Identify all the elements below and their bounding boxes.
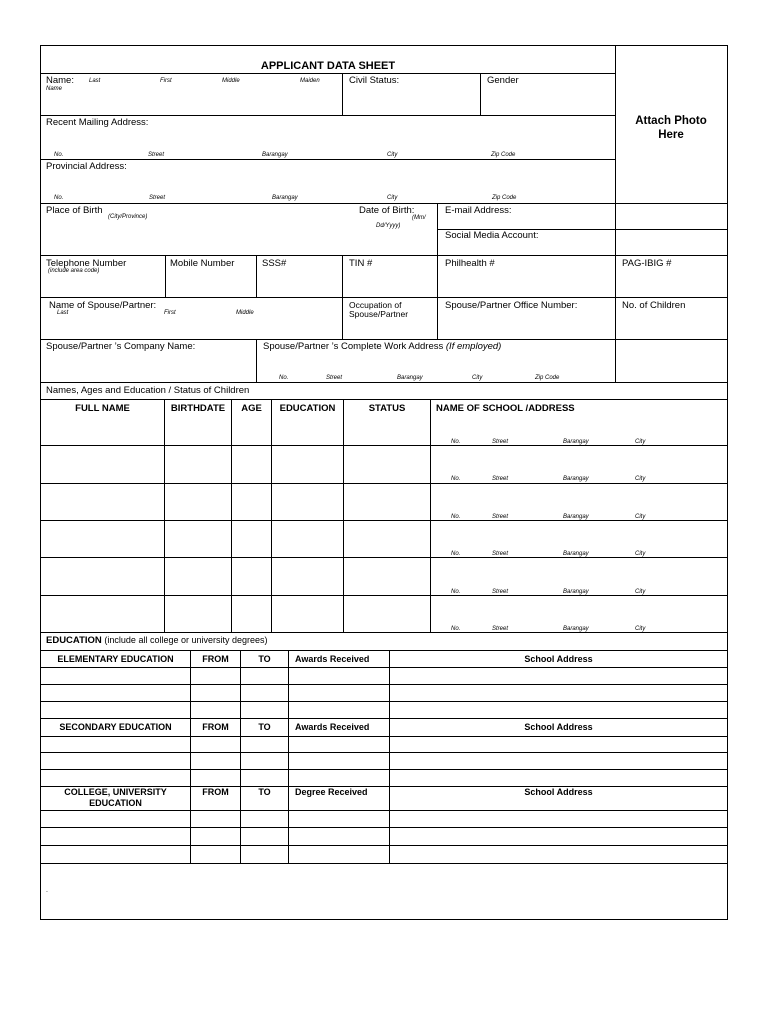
work-no-hint: No. <box>279 375 289 381</box>
col-age: AGE <box>241 403 262 414</box>
child-address-street-hint: Street <box>492 589 509 595</box>
provincial-address-field[interactable] <box>41 174 614 194</box>
child-full-name-cell[interactable] <box>41 484 164 519</box>
edu-level-cell[interactable] <box>41 846 190 863</box>
spouse-first-hint: First <box>164 310 176 316</box>
edu-award-cell[interactable] <box>289 685 389 701</box>
child-education-cell[interactable] <box>272 415 343 444</box>
edu-from-cell[interactable] <box>191 737 240 752</box>
child-full-name-cell[interactable] <box>41 415 164 444</box>
dob-format-hint-1: (Mm/ <box>412 215 426 221</box>
child-full-name-cell[interactable] <box>41 521 164 556</box>
edu-level-cell[interactable] <box>41 737 190 752</box>
child-address-no-hint: No. <box>451 589 461 595</box>
mailing-address-label: Recent Mailing Address: <box>46 117 149 128</box>
edu-to-cell[interactable] <box>241 753 288 769</box>
edu-award-cell[interactable] <box>289 702 389 718</box>
occupation-label-2: Spouse/Partner <box>349 309 409 319</box>
edu-from-cell[interactable] <box>191 753 240 769</box>
mailing-barangay-hint: Barangay <box>262 152 288 158</box>
spouse-company-label: Spouse/Partner ’s Company Name: <box>46 341 196 352</box>
mailing-zip-hint: Zip Code <box>491 152 516 158</box>
work-street-hint: Street <box>326 375 343 381</box>
child-full-name-cell[interactable] <box>41 558 164 594</box>
sec-to-header: TO <box>258 722 271 732</box>
education-heading-text: EDUCATION <box>46 635 102 646</box>
child-address-city-hint: City <box>635 439 646 445</box>
provincial-street-hint: Street <box>149 195 166 201</box>
mailing-address-field[interactable] <box>41 130 614 150</box>
gender-field[interactable] <box>482 88 614 114</box>
elementary-header: ELEMENTARY EDUCATION <box>57 654 174 664</box>
gender-label: Gender <box>487 75 519 86</box>
dob-format-hint-2: Dd/Yyyy) <box>376 223 401 229</box>
edu-to-cell[interactable] <box>241 702 288 718</box>
child-age-cell[interactable] <box>232 596 271 631</box>
child-education-cell[interactable] <box>272 446 343 482</box>
col-full-name: FULL NAME <box>75 403 130 414</box>
edu-award-cell[interactable] <box>289 811 389 827</box>
name-last-hint: Last <box>89 78 101 84</box>
name-first-hint: First <box>160 78 172 84</box>
provincial-zip-hint: Zip Code <box>492 195 517 201</box>
edu-level-cell[interactable] <box>41 753 190 769</box>
edu-school-address-cell[interactable] <box>390 828 727 845</box>
mobile-field[interactable] <box>166 272 255 296</box>
child-birthdate-cell[interactable] <box>165 596 231 631</box>
tin-label: TIN # <box>349 258 373 269</box>
edu-level-cell[interactable] <box>41 668 190 684</box>
city-province-hint: (City/Province) <box>108 214 148 220</box>
elem-school-address-header: School Address <box>524 654 593 664</box>
child-address-no-hint: No. <box>451 439 461 445</box>
child-address-barangay-hint: Barangay <box>563 476 589 482</box>
email-label: E-mail Address: <box>445 205 512 216</box>
college-header-2: EDUCATION <box>89 798 142 808</box>
spouse-company-field[interactable] <box>41 354 255 381</box>
education-heading <box>46 635 268 646</box>
pagibig-label: PAG-IBIG # <box>622 258 672 269</box>
child-address-street-hint: Street <box>492 476 509 482</box>
form-title: APPLICANT DATA SHEET <box>260 60 396 72</box>
spouse-work-address-label <box>263 341 501 352</box>
col-school-address: NAME OF SCHOOL /ADDRESS <box>436 403 575 414</box>
child-address-no-hint: No. <box>451 514 461 520</box>
edu-level-cell[interactable] <box>41 685 190 701</box>
name-middle-hint: Middle <box>222 78 240 84</box>
child-address-barangay-hint: Barangay <box>563 439 589 445</box>
name-sub-hint: Name <box>46 86 63 92</box>
edu-school-address-cell[interactable] <box>390 811 727 827</box>
mailing-city-hint: City <box>387 152 398 158</box>
edu-award-cell[interactable] <box>289 753 389 769</box>
edu-to-cell[interactable] <box>241 770 288 786</box>
edu-school-address-cell[interactable] <box>390 668 727 684</box>
place-of-birth-label: Place of Birth <box>46 205 103 216</box>
child-address-barangay-hint: Barangay <box>563 551 589 557</box>
remarks-field[interactable] <box>41 864 727 918</box>
edu-to-cell[interactable] <box>241 811 288 827</box>
pagibig-field[interactable] <box>616 272 726 296</box>
email-field[interactable] <box>520 204 614 228</box>
edu-level-cell[interactable] <box>41 702 190 718</box>
child-address-city-hint: City <box>635 589 646 595</box>
place-of-birth-field[interactable] <box>41 224 341 254</box>
edu-to-cell[interactable] <box>241 685 288 701</box>
edu-to-cell[interactable] <box>241 828 288 845</box>
area-code-hint: (include area code) <box>48 268 100 274</box>
edu-award-cell[interactable] <box>289 846 389 863</box>
sec-from-header: FROM <box>202 722 229 732</box>
child-age-cell[interactable] <box>232 521 271 556</box>
provincial-city-hint: City <box>387 195 398 201</box>
col-to-header: TO <box>258 787 271 797</box>
child-address-barangay-hint: Barangay <box>563 626 589 632</box>
child-age-cell[interactable] <box>232 415 271 444</box>
sss-field[interactable] <box>257 272 341 296</box>
child-address-street-hint: Street <box>492 551 509 557</box>
col-degree-header: Degree Received <box>295 787 368 797</box>
social-media-label: Social Media Account: <box>445 230 539 241</box>
edu-school-address-cell[interactable] <box>390 737 727 752</box>
edu-to-cell[interactable] <box>241 737 288 752</box>
child-address-street-hint: Street <box>492 439 509 445</box>
child-address-barangay-hint: Barangay <box>563 514 589 520</box>
provincial-no-hint: No. <box>54 195 64 201</box>
num-children-field[interactable] <box>616 314 726 338</box>
child-age-cell[interactable] <box>232 558 271 594</box>
child-birthdate-cell[interactable] <box>165 446 231 482</box>
mailing-no-hint: No. <box>54 152 64 158</box>
edu-school-address-cell[interactable] <box>390 702 727 718</box>
education-note: (include all college or university degrees) <box>104 635 268 645</box>
philhealth-field[interactable] <box>438 272 614 296</box>
child-address-no-hint: No. <box>451 626 461 632</box>
child-status-cell[interactable] <box>344 484 430 519</box>
edu-award-cell[interactable] <box>289 737 389 752</box>
edu-award-cell[interactable] <box>289 828 389 845</box>
col-school-address-header: School Address <box>524 787 593 797</box>
spouse-last-hint: Last <box>57 310 69 316</box>
name-label: Name: <box>46 75 74 86</box>
edu-award-cell[interactable] <box>289 668 389 684</box>
child-address-city-hint: City <box>635 514 646 520</box>
footer-dot: . <box>46 887 48 894</box>
spouse-office-field[interactable] <box>438 314 614 338</box>
telephone-label: Telephone Number <box>46 258 127 269</box>
college-header-1: COLLEGE, UNIVERSITY <box>64 787 167 797</box>
child-address-no-hint: No. <box>451 551 461 557</box>
col-education: EDUCATION <box>279 403 336 414</box>
edu-school-address-cell[interactable] <box>390 846 727 863</box>
sec-awards-header: Awards Received <box>295 722 370 732</box>
occupation-field[interactable] <box>344 320 436 338</box>
children-section-header: Names, Ages and Education / Status of Children <box>46 385 250 396</box>
col-birthdate: BIRTHDATE <box>170 403 226 414</box>
sss-label: SSS# <box>262 258 287 269</box>
child-status-cell[interactable] <box>344 521 430 556</box>
elem-to-header: TO <box>258 654 271 664</box>
child-education-cell[interactable] <box>272 558 343 594</box>
child-status-cell[interactable] <box>344 415 430 444</box>
child-education-cell[interactable] <box>272 484 343 519</box>
mailing-street-hint: Street <box>148 152 165 158</box>
name-maiden-hint: Maiden <box>300 78 320 84</box>
mobile-label: Mobile Number <box>170 258 235 269</box>
spouse-name-label: Name of Spouse/Partner: <box>49 300 157 311</box>
edu-to-cell[interactable] <box>241 668 288 684</box>
edu-school-address-cell[interactable] <box>390 770 727 786</box>
spouse-middle-hint: Middle <box>236 310 254 316</box>
if-employed-note: (If employed) <box>445 341 502 352</box>
provincial-barangay-hint: Barangay <box>272 195 298 201</box>
work-city-hint: City <box>472 375 483 381</box>
civil-status-field[interactable] <box>344 88 478 114</box>
sec-school-address-header: School Address <box>524 722 593 732</box>
edu-school-address-cell[interactable] <box>390 685 727 701</box>
col-status: STATUS <box>368 403 406 414</box>
edu-from-cell[interactable] <box>191 668 240 684</box>
edu-from-cell[interactable] <box>191 770 240 786</box>
name-field[interactable] <box>41 94 341 114</box>
child-address-barangay-hint: Barangay <box>563 589 589 595</box>
child-education-cell[interactable] <box>272 596 343 631</box>
col-from-header: FROM <box>202 787 229 797</box>
edu-level-cell[interactable] <box>41 770 190 786</box>
child-status-cell[interactable] <box>344 558 430 594</box>
spouse-name-field[interactable] <box>41 318 341 338</box>
child-full-name-cell[interactable] <box>41 446 164 482</box>
secondary-header: SECONDARY EDUCATION <box>59 722 172 732</box>
child-birthdate-cell[interactable] <box>165 521 231 556</box>
child-address-street-hint: Street <box>492 626 509 632</box>
child-address-city-hint: City <box>635 476 646 482</box>
spouse-office-label: Spouse/Partner Office Number: <box>445 300 578 311</box>
tin-field[interactable] <box>344 272 436 296</box>
child-status-cell[interactable] <box>344 446 430 482</box>
child-address-city-hint: City <box>635 551 646 557</box>
edu-to-cell[interactable] <box>241 846 288 863</box>
child-birthdate-cell[interactable] <box>165 558 231 594</box>
edu-from-cell[interactable] <box>191 811 240 827</box>
spouse-work-address-field[interactable] <box>257 354 727 372</box>
edu-from-cell[interactable] <box>191 702 240 718</box>
edu-school-address-cell[interactable] <box>390 753 727 769</box>
child-education-cell[interactable] <box>272 521 343 556</box>
num-children-label: No. of Children <box>622 300 686 311</box>
philhealth-label: Philhealth # <box>445 258 495 269</box>
edu-from-cell[interactable] <box>191 685 240 701</box>
provincial-address-label: Provincial Address: <box>46 161 127 172</box>
work-barangay-hint: Barangay <box>397 375 423 381</box>
child-age-cell[interactable] <box>232 446 271 482</box>
edu-level-cell[interactable] <box>41 811 190 827</box>
child-address-no-hint: No. <box>451 476 461 482</box>
civil-status-label: Civil Status: <box>349 75 400 86</box>
edu-award-cell[interactable] <box>289 770 389 786</box>
edu-level-cell[interactable] <box>41 828 190 845</box>
edu-from-cell[interactable] <box>191 828 240 845</box>
child-status-cell[interactable] <box>344 596 430 631</box>
telephone-field[interactable] <box>41 276 164 296</box>
child-full-name-cell[interactable] <box>41 596 164 631</box>
work-zip-hint: Zip Code <box>535 375 560 381</box>
occupation-label-1: Occupation of <box>349 300 402 310</box>
social-media-field[interactable] <box>550 230 726 254</box>
date-of-birth-field[interactable] <box>344 232 436 254</box>
child-age-cell[interactable] <box>232 484 271 519</box>
elem-from-header: FROM <box>202 654 229 664</box>
child-birthdate-cell[interactable] <box>165 415 231 444</box>
elem-awards-header: Awards Received <box>295 654 370 664</box>
date-of-birth-label: Date of Birth: <box>359 205 415 216</box>
child-address-city-hint: City <box>635 626 646 632</box>
spouse-work-address-text: Spouse/Partner ’s Complete Work Address <box>263 341 444 352</box>
edu-from-cell[interactable] <box>191 846 240 863</box>
child-address-street-hint: Street <box>492 514 509 520</box>
child-birthdate-cell[interactable] <box>165 484 231 519</box>
attach-photo-box[interactable]: Attach Photo Here <box>635 115 707 141</box>
